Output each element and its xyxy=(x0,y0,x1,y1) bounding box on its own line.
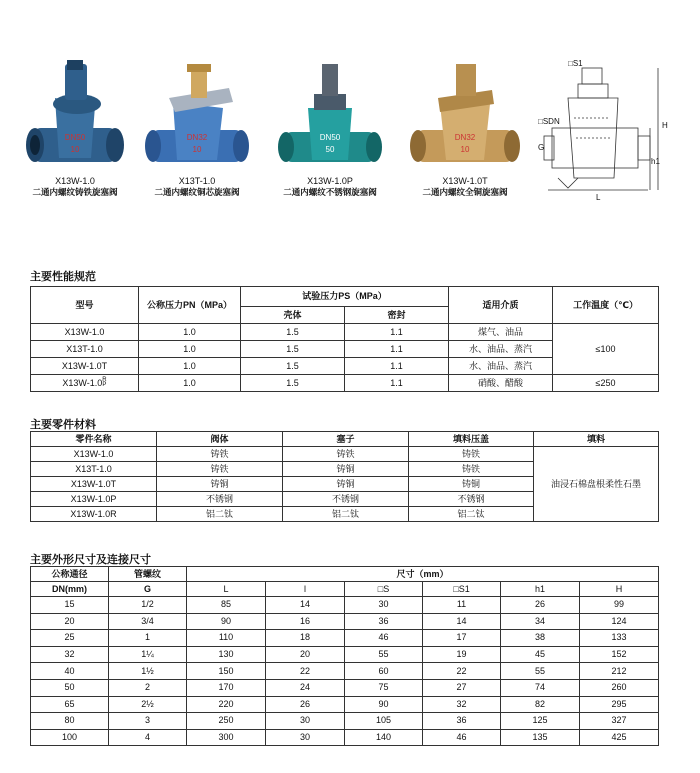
cell-g: 3/4 xyxy=(109,613,187,630)
cell-model xyxy=(31,375,139,392)
cell-g: 1½ xyxy=(109,663,187,680)
cell-gland: 铸铁 xyxy=(409,462,534,477)
cell-s1: 14 xyxy=(423,613,501,630)
cell-h1: 125 xyxy=(501,713,580,730)
cell-medium: 水、油品、蒸汽 xyxy=(449,341,553,358)
cell-body: 不锈钢 xyxy=(157,492,283,507)
cell-s: 30 xyxy=(345,597,423,614)
cell-g: 1 xyxy=(109,630,187,647)
cell-h1: 82 xyxy=(501,696,580,713)
valve-photo xyxy=(142,58,252,176)
variant-p: P xyxy=(102,382,107,389)
cell-s1: 36 xyxy=(423,713,501,730)
cell-dn: 65 xyxy=(31,696,109,713)
table-row xyxy=(31,613,659,630)
cell-seal: 1.1 xyxy=(345,375,449,392)
cell-h1: 55 xyxy=(501,663,580,680)
product-name: 二通内螺纹全铜旋塞阀 xyxy=(422,187,508,197)
col-model: 型号 xyxy=(31,287,139,324)
cell-model: X13T-1.0 xyxy=(31,341,139,358)
cell-part: X13T-1.0 xyxy=(31,462,157,477)
cell-h: 124 xyxy=(580,613,659,630)
cell-l: 90 xyxy=(187,613,266,630)
table-row xyxy=(31,597,659,614)
cell-s1: 27 xyxy=(423,679,501,696)
cell-plug: 不锈钢 xyxy=(283,492,409,507)
cell-s: 55 xyxy=(345,646,423,663)
cell-h1: 74 xyxy=(501,679,580,696)
cell-plug: 铸铁 xyxy=(283,447,409,462)
cell-medium: 水、油品、蒸汽 xyxy=(449,358,553,375)
valve-dimension-drawing xyxy=(538,58,678,208)
dimension-section-title: 主要外形尺寸及连接尺寸 xyxy=(30,554,151,566)
cell-l: 220 xyxy=(187,696,266,713)
cell-l: 30 xyxy=(266,713,345,730)
cell-part: X13W-1.0T xyxy=(31,477,157,492)
cell-l: 300 xyxy=(187,729,266,746)
cell-body: 铸铁 xyxy=(157,462,283,477)
product-x13w-1-0p xyxy=(275,58,385,198)
cell-dn: 40 xyxy=(31,663,109,680)
col-dn-unit: DN(mm) xyxy=(31,582,109,597)
product-name: 二通内螺纹铸铁旋塞阀 xyxy=(32,187,118,197)
cell-body: 铸铁 xyxy=(157,447,283,462)
cell-l: 250 xyxy=(187,713,266,730)
cell-h: 327 xyxy=(580,713,659,730)
valve-photo xyxy=(410,58,520,176)
cell-l: 14 xyxy=(266,597,345,614)
cell-l: 150 xyxy=(187,663,266,680)
cell-dn: 25 xyxy=(31,630,109,647)
cell-dn: 80 xyxy=(31,713,109,730)
cell-pn: 1.0 xyxy=(139,324,241,341)
cell-s: 105 xyxy=(345,713,423,730)
cell-l: 130 xyxy=(187,646,266,663)
cell-body: 铝二钛 xyxy=(157,507,283,522)
cell-model: X13W-1.0 xyxy=(31,324,139,341)
cell-h1: 34 xyxy=(501,613,580,630)
cell-h1: 45 xyxy=(501,646,580,663)
valve-marking-bottom: 10 xyxy=(460,145,470,154)
cell-dn: 32 xyxy=(31,646,109,663)
cell-l: 16 xyxy=(266,613,345,630)
cell-s1: 17 xyxy=(423,630,501,647)
drawing-label-h1: h1 xyxy=(651,157,660,166)
cell-h: 212 xyxy=(580,663,659,680)
cell-plug: 铝二钛 xyxy=(283,507,409,522)
cell-part: X13W-1.0P xyxy=(31,492,157,507)
cell-s: 90 xyxy=(345,696,423,713)
cell-dn: 100 xyxy=(31,729,109,746)
cell-shell: 1.5 xyxy=(241,375,345,392)
drawing-label-sdn: □SDN xyxy=(538,117,560,126)
cell-gland: 不锈钢 xyxy=(409,492,534,507)
cell-s: 75 xyxy=(345,679,423,696)
cell-g: 2½ xyxy=(109,696,187,713)
cell-h: 133 xyxy=(580,630,659,647)
col-g: 管螺纹 xyxy=(109,567,187,582)
col-l: l xyxy=(266,582,345,597)
col-L: L xyxy=(187,582,266,597)
cell-seal: 1.1 xyxy=(345,341,449,358)
cell-plug: 铸铜 xyxy=(283,462,409,477)
cell-part: X13W-1.0R xyxy=(31,507,157,522)
cell-h1: 38 xyxy=(501,630,580,647)
valve-photo xyxy=(275,58,385,176)
cell-g: 1/2 xyxy=(109,597,187,614)
model-variant xyxy=(102,378,106,388)
drawing-label-g: G xyxy=(538,143,545,152)
cell-h: 260 xyxy=(580,679,659,696)
table-row xyxy=(31,696,659,713)
col-medium: 适用介质 xyxy=(449,287,553,324)
cell-g: 3 xyxy=(109,713,187,730)
valve-marking-top: DN50 xyxy=(64,133,86,142)
valve-marking-bottom: 50 xyxy=(325,145,335,154)
cell-s: 140 xyxy=(345,729,423,746)
col-S: □S xyxy=(345,582,423,597)
valve-marking-bottom: 10 xyxy=(192,145,202,154)
product-name: 二通内螺纹不锈钢旋塞阀 xyxy=(283,187,377,197)
table-row xyxy=(31,663,659,680)
product-x13w-1-0t xyxy=(410,58,520,198)
col-temp: 工作温度（℃） xyxy=(553,287,659,324)
cell-pn: 1.0 xyxy=(139,375,241,392)
product-model: X13W-1.0P xyxy=(307,176,353,186)
cell-h: 295 xyxy=(580,696,659,713)
cell-l: 110 xyxy=(187,630,266,647)
cell-s1: 22 xyxy=(423,663,501,680)
valve-marking-top: DN50 xyxy=(319,133,341,142)
cell-plug: 铸铜 xyxy=(283,477,409,492)
table-row xyxy=(31,713,659,730)
cell-part: X13W-1.0 xyxy=(31,447,157,462)
cell-l: 85 xyxy=(187,597,266,614)
cell-model: X13W-1.0T xyxy=(31,358,139,375)
dimension-table xyxy=(30,566,659,746)
cell-dn: 15 xyxy=(31,597,109,614)
cell-packing: 油浸石棉盘根柔性石墨 xyxy=(534,447,659,522)
table-row xyxy=(31,646,659,663)
valve-photo xyxy=(20,58,130,176)
col-shell: 壳体 xyxy=(241,307,345,324)
cell-gland: 铸铁 xyxy=(409,447,534,462)
cell-s1: 19 xyxy=(423,646,501,663)
table-row xyxy=(31,324,659,341)
cell-s: 36 xyxy=(345,613,423,630)
cell-temp: ≤100 xyxy=(553,324,659,375)
drawing-label-s1: □S1 xyxy=(568,59,583,68)
cell-h: 99 xyxy=(580,597,659,614)
cell-h: 425 xyxy=(580,729,659,746)
cell-l: 22 xyxy=(266,663,345,680)
col-gland: 填料压盖 xyxy=(409,432,534,447)
product-model: X13W-1.0T xyxy=(442,176,488,186)
product-model: X13T-1.0 xyxy=(178,176,216,186)
cell-h1: 26 xyxy=(501,597,580,614)
table-row xyxy=(31,679,659,696)
cell-pn: 1.0 xyxy=(139,358,241,375)
cell-medium: 硝酸、醋酸 xyxy=(449,375,553,392)
cell-l: 26 xyxy=(266,696,345,713)
col-size: 尺寸（mm） xyxy=(187,567,659,582)
col-part: 零件名称 xyxy=(31,432,157,447)
product-model: X13W-1.0 xyxy=(55,176,95,186)
valve-marking-top: DN32 xyxy=(454,133,476,142)
col-g-unit: G xyxy=(109,582,187,597)
col-plug: 塞子 xyxy=(283,432,409,447)
cell-dn: 50 xyxy=(31,679,109,696)
cell-g: 2 xyxy=(109,679,187,696)
drawing-label-h: H xyxy=(662,121,668,130)
product-x13w-1-0 xyxy=(20,58,130,198)
cell-s1: 46 xyxy=(423,729,501,746)
cell-s1: 32 xyxy=(423,696,501,713)
cell-pn: 1.0 xyxy=(139,341,241,358)
table-row xyxy=(31,630,659,647)
cell-body: 铸铜 xyxy=(157,477,283,492)
variant-r: R xyxy=(102,377,107,384)
model-base: X13W-1.0 xyxy=(62,377,103,388)
performance-spec-table xyxy=(30,286,659,392)
cell-medium: 煤气、油品 xyxy=(449,324,553,341)
cell-shell: 1.5 xyxy=(241,358,345,375)
table-row xyxy=(31,729,659,746)
cell-h: 152 xyxy=(580,646,659,663)
valve-marking-top: DN32 xyxy=(186,133,208,142)
cell-s: 60 xyxy=(345,663,423,680)
cell-shell: 1.5 xyxy=(241,324,345,341)
col-ps: 试验压力PS（MPa） xyxy=(241,287,449,307)
col-seal: 密封 xyxy=(345,307,449,324)
cell-g: 4 xyxy=(109,729,187,746)
col-body: 阀体 xyxy=(157,432,283,447)
table-row xyxy=(31,447,659,462)
cell-s1: 11 xyxy=(423,597,501,614)
cell-dn: 20 xyxy=(31,613,109,630)
cell-l: 30 xyxy=(266,729,345,746)
col-S1: □S1 xyxy=(423,582,501,597)
table-row xyxy=(31,375,659,392)
col-h1: h1 xyxy=(501,582,580,597)
cell-gland: 铸铜 xyxy=(409,477,534,492)
cell-l: 20 xyxy=(266,646,345,663)
cell-l: 24 xyxy=(266,679,345,696)
cell-l: 170 xyxy=(187,679,266,696)
col-dn: 公称通径 xyxy=(31,567,109,582)
cell-s: 46 xyxy=(345,630,423,647)
product-name: 二通内螺纹铜芯旋塞阀 xyxy=(154,187,240,197)
cell-seal: 1.1 xyxy=(345,324,449,341)
cell-l: 18 xyxy=(266,630,345,647)
drawing-label-l: L xyxy=(596,193,601,202)
cell-shell: 1.5 xyxy=(241,341,345,358)
col-packing: 填料 xyxy=(534,432,659,447)
cell-g: 1¼ xyxy=(109,646,187,663)
product-x13t-1-0 xyxy=(142,58,252,198)
cell-gland: 铝二钛 xyxy=(409,507,534,522)
spec-section-title: 主要性能规范 xyxy=(30,271,96,283)
material-section-title: 主要零件材料 xyxy=(30,419,96,431)
cell-seal: 1.1 xyxy=(345,358,449,375)
cell-h1: 135 xyxy=(501,729,580,746)
material-table xyxy=(30,431,659,522)
cell-temp: ≤250 xyxy=(553,375,659,392)
col-H: H xyxy=(580,582,659,597)
valve-marking-bottom: 10 xyxy=(70,145,80,154)
col-pn: 公称压力PN（MPa） xyxy=(139,287,241,324)
